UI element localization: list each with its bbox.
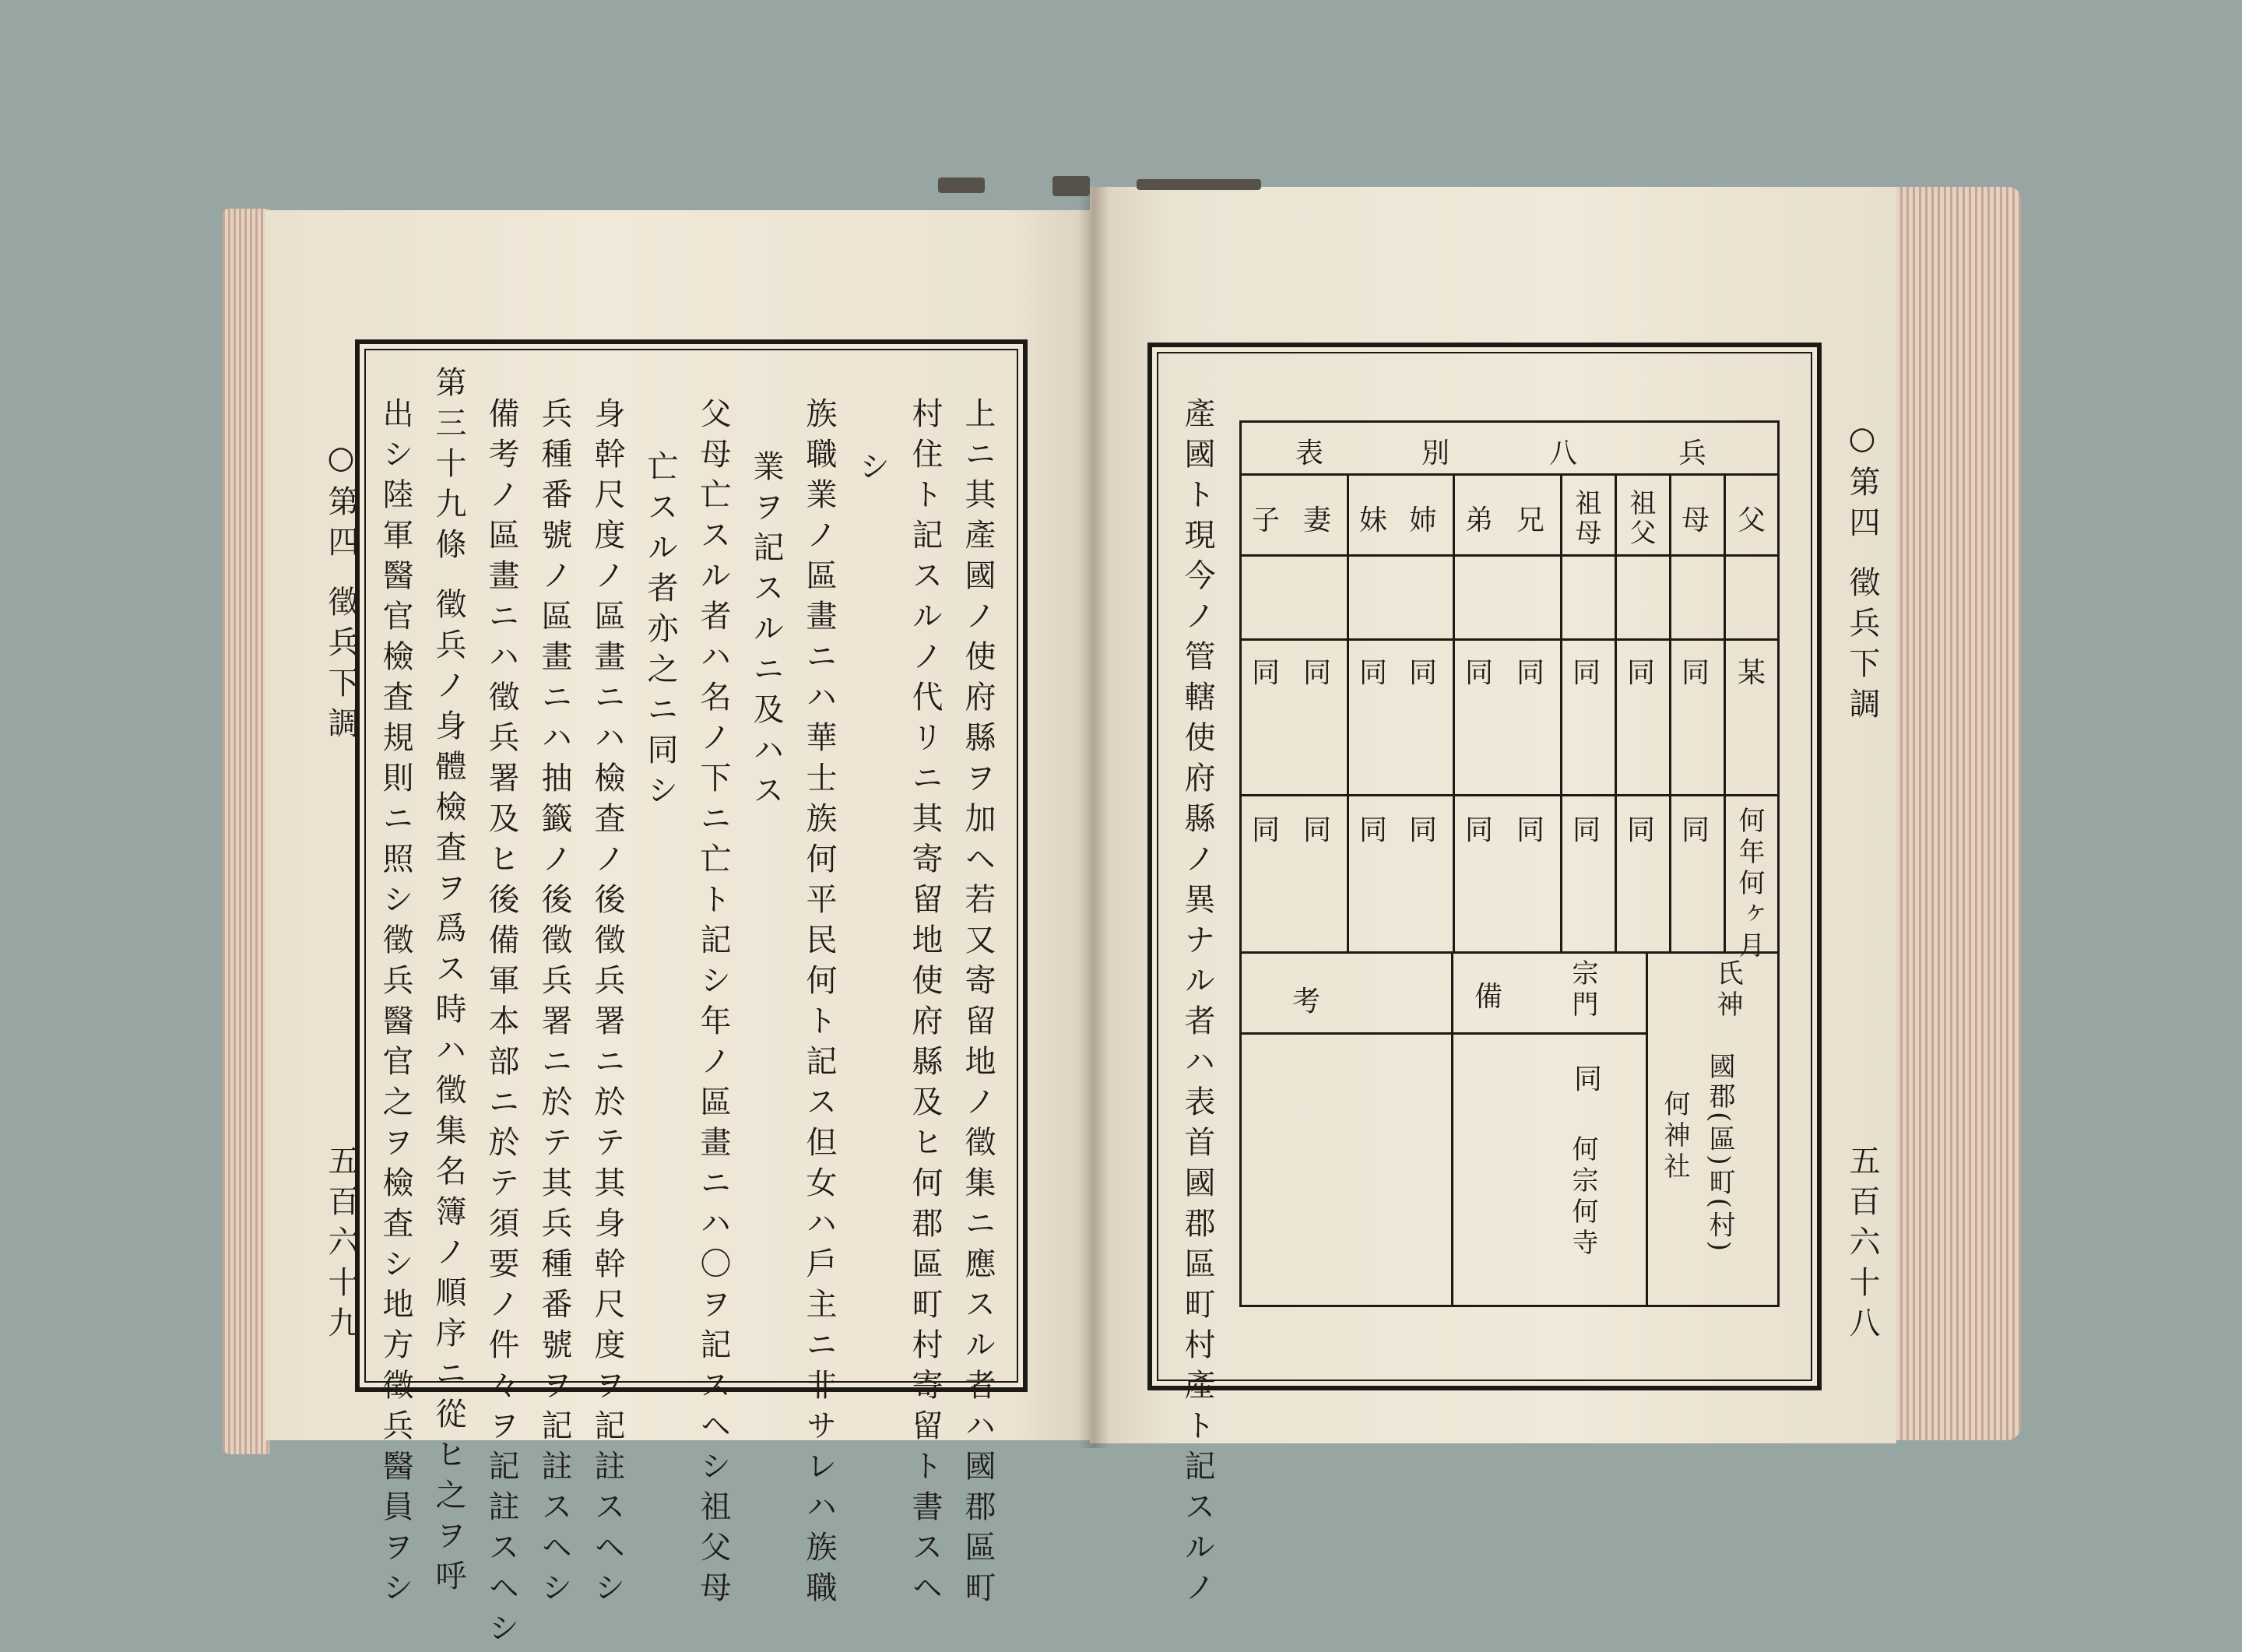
table-name-younger-sister: 同: [1359, 657, 1388, 689]
table-header-mother: 母: [1682, 504, 1710, 536]
table-col-line-3: [1615, 473, 1617, 951]
left-text-column-8: 身幹尺度ノ區畫ニハ檢査ノ後徵兵署ニ於テ其身幹尺度ヲ記註スヘシ: [589, 397, 625, 1612]
table-header-divider: [1239, 554, 1780, 557]
table-lower-col-line-2: [1451, 951, 1453, 1305]
table-border-top: [1239, 420, 1780, 423]
table-header-elder-sister: 姉: [1409, 504, 1438, 536]
table-age-grandfather: 同: [1627, 814, 1656, 846]
table-ujigami-label: 氏神: [1712, 959, 1743, 1021]
table-upper-section-bottom: [1239, 951, 1780, 954]
left-text-column-11: 第三十九條 徵兵ノ身體檢査ヲ爲ス時ハ徵集名簿ノ順序ニ從ヒ之ヲ呼: [430, 366, 466, 1600]
table-ujigami-value: 國郡(區)町(村): [1704, 1053, 1735, 1255]
table-age-child: 同: [1252, 814, 1281, 846]
spine-cap-left: [938, 178, 985, 193]
table-name-mother: 同: [1682, 657, 1710, 689]
table-title-char-1: 兵: [1678, 438, 1707, 469]
page-edge-right: [1896, 187, 2021, 1440]
table-col-line-1: [1724, 473, 1726, 951]
table-name-grandmother: 同: [1573, 657, 1601, 689]
table-name-grandfather: 同: [1627, 657, 1656, 689]
table-header-younger-sister: 妹: [1359, 504, 1388, 536]
table-age-elder-sister: 同: [1409, 814, 1438, 846]
table-header-grandmother: 祖母: [1570, 489, 1601, 548]
table-border-bottom: [1239, 1305, 1780, 1307]
table-biko-label-2: 考: [1292, 986, 1321, 1018]
table-header-elder-brother: 兄: [1516, 504, 1545, 536]
table-name-younger-brother: 同: [1465, 657, 1494, 689]
table-age-younger-sister: 同: [1359, 814, 1388, 846]
left-text-column-3: シ: [854, 450, 890, 490]
table-header-grandfather: 祖父: [1625, 489, 1656, 548]
left-text-column-2: 村住ト記スルノ代リニ其寄留地使府縣及ヒ何郡區町村寄留ト書スヘ: [907, 397, 943, 1612]
table-age-mother: 同: [1682, 814, 1710, 846]
table-title-char-3: 別: [1421, 438, 1450, 469]
table-header-younger-brother: 弟: [1465, 504, 1494, 536]
table-title-char-4: 表: [1295, 438, 1324, 469]
book-gutter: [1078, 187, 1109, 1448]
right-page-number: 五百六十八: [1844, 1144, 1880, 1347]
left-text-column-1: 上ニ其產國ノ使府縣ヲ加ヘ若又寄留地ノ徵集ニ應スル者ハ國郡區町: [960, 397, 996, 1612]
table-name-wife: 同: [1303, 657, 1332, 689]
left-text-column-4: 族職業ノ區畫ニハ華士族何平民何ト記ス但女ハ戶主ニ非サレハ族職: [801, 397, 837, 1612]
table-shumon-same: 同: [1574, 1063, 1603, 1095]
left-text-column-6: 父母亡スル者ハ名ノ下ニ亡ト記シ年ノ區畫ニハ〇ヲ記スヘシ祖父母: [695, 397, 731, 1612]
table-lower-divider: [1239, 1032, 1647, 1035]
left-text-column-9: 兵種番號ノ區畫ニハ抽籤ノ後徵兵署ニ於テ其兵種番號ヲ記註スヘシ: [536, 397, 572, 1612]
table-col-line-6: [1347, 473, 1349, 951]
table-border-left: [1239, 420, 1242, 1307]
table-name-father: 某: [1738, 657, 1766, 689]
left-text-column-7: 亡スル者亦之ニ同シ: [642, 450, 678, 814]
page-edge-left: [223, 209, 269, 1454]
table-name-child: 同: [1252, 657, 1281, 689]
table-age-wife: 同: [1303, 814, 1332, 846]
left-text-column-5: 業ヲ記スルニ及ハス: [748, 450, 784, 814]
right-text-column: 產國ト現今ノ管轄使府縣ノ異ナル者ハ表首國郡區町村產ト記スルノ: [1179, 397, 1215, 1612]
table-ujigami-shrine: 何神社: [1659, 1090, 1690, 1183]
table-age-elder-brother: 同: [1516, 814, 1545, 846]
left-page-number: 五百六十九: [323, 1144, 359, 1347]
table-header-father: 父: [1738, 504, 1766, 536]
table-age-father: 何年何ヶ月: [1734, 807, 1765, 962]
table-age-grandmother: 同: [1573, 814, 1601, 846]
right-page-header: ○第四 徵兵下調: [1844, 420, 1880, 728]
left-text-column-12: 出シ陸軍醫官檢査規則ニ照シ徵兵醫官之ヲ檢査シ地方徵兵醫員ヲシ: [378, 397, 413, 1612]
table-row-divider-2: [1239, 794, 1780, 796]
table-header-child: 子: [1252, 504, 1281, 536]
table-shumon-value: 何宗何寺: [1567, 1135, 1598, 1260]
table-header-wife: 妻: [1303, 504, 1332, 536]
left-text-column-10: 備考ノ區畫ニハ徵兵署及ヒ後備軍本部ニ於テ須要ノ件々ヲ記註スヘシ: [483, 397, 519, 1652]
table-col-line-4: [1560, 473, 1562, 951]
table-name-elder-brother: 同: [1516, 657, 1545, 689]
table-shumon-label: 宗門: [1567, 959, 1598, 1021]
table-name-elder-sister: 同: [1409, 657, 1438, 689]
table-row-divider-1: [1239, 638, 1780, 641]
table-age-younger-brother: 同: [1465, 814, 1494, 846]
spine-cap-center: [1052, 176, 1090, 196]
spine-cap-right: [1137, 179, 1261, 190]
table-title-divider: [1239, 473, 1780, 476]
table-biko-label-1: 備: [1474, 981, 1503, 1013]
table-col-line-5: [1453, 473, 1455, 951]
left-page-header: ○第四 徵兵下調: [323, 440, 359, 747]
table-border-right: [1777, 420, 1780, 1307]
table-lower-col-line-1: [1646, 951, 1648, 1305]
table-col-line-2: [1669, 473, 1671, 951]
table-title-char-2: 八: [1549, 438, 1578, 469]
